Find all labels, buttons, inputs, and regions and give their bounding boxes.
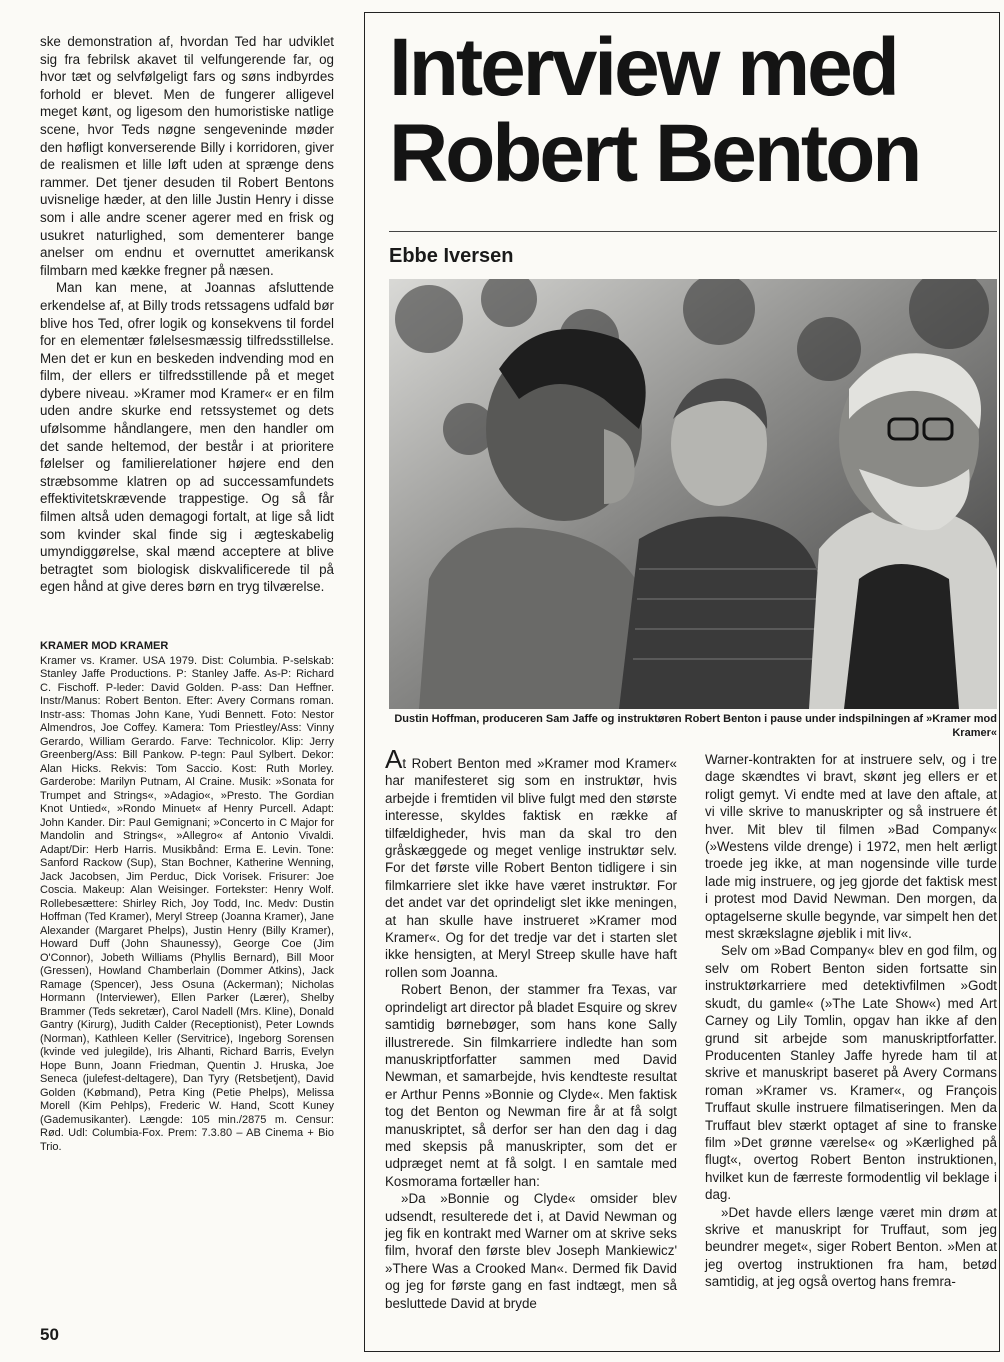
- headline-line-1: Interview med: [389, 22, 897, 113]
- article-headline: [389, 22, 999, 199]
- photo-caption: Dustin Hoffman, produceren Sam Jaffe og instruktøren Robert Benton i pause under indspilningen af »Kramer mod Kramer«: [394, 713, 997, 739]
- credits-title: KRAMER MOD KRAMER: [40, 640, 169, 652]
- article-author: Ebbe Iversen: [389, 245, 514, 267]
- credits-text: Kramer vs. Kramer. USA 1979. Dist: Columbia. P-selskab: Stanley Jaffe Productions. P: Stanley Jaffe. As-P: Richard C. Fischoff. P-leder: David Golden. P-ass: Dan Heffner. Instr/Manus: Robert Benton. Efter: Avery Cormans roman. Instr-ass: Thomas John Kane, Yudi Bennett. Foto: Nestor Almendros, Joe Coffey. Kamera: Tom Priestley/Ass: Vinny Gerardo, William Gerardo. Farve: Technicolor. Klip: Jerry Greenberg/Ass: Bill Pankow. P-tegn: Paul Sylbert. Dekor: Alan Hicks. Rekvis: Tom Saccio. Kost: Ruth Morley. Garderobe: Marilyn Putnam, Al Craine. Musik: »Sonata for Trumpet and Strings«, »Adagio«, »Presto. The Gordian Knot Untied«, »Rondo Minuet« af Henry Purcell. Adapt: John Kander. Dir: Paul Gemignani; »Concerto in C Major for Mandolin and Strings«, »Allegro« af Antonio Vivaldi. Adapt/Dir: Herb Harris. Musikbånd: Erma E. Levin. Tone: Sanford Rackow (Sup), Stan Bochner, Katherine Wenning, Jack Jacobsen, Jim Perduc, Dick Vorisek. Frisurer: Joe Coscia. Makeup: Alan Weisinger. Fortekster: Henry Wolf. Rollebesættere: Shirley Rich, Joy Todd, Inc. Medv: Dustin Hoffman (Ted Kramer), Meryl Streep (Joanna Kramer), Jane Alexander (Margaret Phelps), Justin Henry (Billy Kramer), Howard Duff (John Shaunessy), George Coe (Jim O'Connor), Jobeth Williams (Phyllis Bernard), Bill Moor (Gressen), Howland Chamberlain (Dommer Atkins), Jack Ramage (Spencer), Jess Osuna (Ackerman); Nicholas Hormann (Interviewer), Ellen Parker (Lærer), Shelby Brammer (Teds sekretær), Carol Nadell (Mrs. Kline), Donald Gantry (Kirurg), Judith Calder (Receptionist), Peter Lownds (Norman), Kathleen Keller (Servitrice), Ingeborg Sorensen (kvinde ved julegilde), Iris Alhanti, Richard Barris, Evelyn Hope Bunn, Joann Friedman, Quentin J. Hruska, Joe Seneca (julefest-deltagere), Dan Tyry (Retsbetjent), David Golden (Købmand), Petra King (Petie Phelps), Melissa Morell (Kim Pehlps), Frederic W. Hand, Scott Kuney (Gademusikanter). Længde: 105 min./2875 m. Censur: Rød. Udl: Columbia-Fox. Prem: 7.3.80 – AB Cinema + Bio Trio.: [40, 654, 334, 1153]
- article-paragraph: »Da »Bonnie og Clyde« omsider blev udsendt, resulterede det i, at David Newman og jeg fik en kontrakt med Warner om at skrive seks film, hvoraf den første blev Joseph Mankiewicz' »There Was a Crooked Man«. Dermed fik David og jeg for første gang en fast indtægt, men så besluttede David at bryde: [385, 1191, 677, 1311]
- article-photo: [389, 279, 997, 709]
- article-paragraph: Robert Benon, der stammer fra Texas, var oprindeligt art director på bladet Esquire og skrev samtidig børnebøger, som hans kone Sally illustrerede. Sin filmkarriere indledte han som manuskriptforfatter sammen med David Newman, et samarbejde, hvis kendteste resultat er Arthur Penns »Bonnie og Clyde«. Men faktisk tog det Benton og Newman fire år at få solgt manuskriptet, så derfor ser han den dag i dag med skepsis på manuskripter, som det er udpræget nemt at få solgt. I en samtale med Kosmorama fortæller han:: [385, 982, 677, 1189]
- review-paragraph: ske demonstration af, hvordan Ted har udviklet sig fra febrilsk akavet til velfungerende far, og hvor tæt og selvfølgeligt fars og søns indbyrdes forhold er blevet. Men de fungerer alligevel meget kønt, og ligesom den humoristiske natlige scene, hvor Teds nøgne sengeveninde møder den høfligt konverserende Billy i korridoren, giver de realismen et lille løft uden at sprænge dens rammer. Det tjener desuden til Robert Bentons uvisnelige hæder, at den lille Justin Henry i disse som i alle andre scener agerer med en frisk og usukret naturlighed, som dementerer bange anelser om endnu et overnuttet amerikansk filmbarn med kække fregner på næsen.: [40, 34, 334, 278]
- headline-rule: [389, 231, 997, 232]
- film-credits: [40, 640, 334, 1154]
- page-number: 50: [40, 1325, 59, 1344]
- article-column-1: [385, 744, 677, 1312]
- article-paragraph: At Robert Benton med »Kramer mod Kramer« har manifesteret sig som en instruktør, hvis arbejde i fremtiden vil blive fulgt med den største interesse, skyldes faktisk en række af tilfældigheder, hvis man da skal tro den gråskæggede og meget venlige instruktør selv. For det første ville Robert Benton tidligere i sin filmkarriere slet ikke have været instruktør. For det andet var det oprindeligt slet ikke meningen, at han skulle have instrueret »Kramer mod Kramer«. Og for det tredje var det i starten slet ikke hensigten, at Meryl Streep skulle have haft rollen som Joanna.: [385, 744, 677, 980]
- article-column-2: [705, 751, 997, 1291]
- review-column: [40, 33, 334, 596]
- article-paragraph: »Det havde ellers længe været min drøm at skrive et manuskript for Truffaut, som jeg beundrer meget«, siger Robert Benton. »Men at jeg overtog instruktionen fra ham, betød samtidig, at jeg også overtog hans fremra-: [705, 1204, 997, 1290]
- headline-line-2: Robert Benton: [389, 108, 920, 199]
- article-paragraph: Warner-kontrakten for at instruere selv, og i tre dage skændtes vi bravt, skønt jeg ellers er et roligt gemyt. Vi endte med at lave den aftale, at vi ville skrive to manuskripter og så instruere ét hver. Mit blev til filmen »Bad Company« (»Westens vilde drenge) i 1972, men helt ærligt troede jeg ikke, at man nogensinde ville turde lade mig instruere, og jeg gjorde det faktisk mest i protest mod David Newman. Den morgen, da optagelserne skulle begynde, var simpelt hen det mest skrækslagne øjeblik i mit liv«.: [705, 752, 997, 942]
- review-paragraph: Man kan mene, at Joannas afsluttende erkendelse af, at Billy trods retssagens udfald bør blive hos Ted, ofrer logik og konsekvens til fordel for en elementær følelsesmæssig tilfredsstillelse. Men det er kun en beskeden indvending mod en film, der ellers er tilfredsstillende på et meget dybere niveau. »Kramer mod Kramer« er en film uden andre skurke end retssystemet og dets ufølsomme håndlangere, men den handler om det sande heltemod, der består i at prioritere følelser og familierelationer højere end den stræbsomme klatren op ad successamfundets effektivitetskrævende trappestige. Og så får filmen altså uden demagogi fortalt, at lige så lidt som kvinder skal finde sig i ægteskabelig umyndiggørelse, skal mænd acceptere at blive betragtet som biologisk diskvalificerede til på egen hånd at give deres børn en tryg tilværelse.: [40, 280, 334, 595]
- drop-cap: A: [385, 744, 403, 774]
- article-paragraph: Selv om »Bad Company« blev en god film, og selv om Robert Benton siden fortsatte sin instruktørkarriere med detektivfilmen »Godt skudt, du gamle« (»The Late Show«) med Art Carney og Lily Tomlin, opgav han ikke af den grund sit arbejde som manuskriptforfatter. Producenten Stanley Jaffe hyrede ham til at skrive et manuskript baseret på Avery Cormans roman »Kramer vs. Kramer«, og François Truffaut skulle instruere filmatiseringen. Men da Truffaut blev stærkt optaget af sine to franske film »Det grønne værelse« og »Kærlighed på flugt«, overtog Robert Benton instruktionen, hvilket kun de færreste formodentlig vil beklage i dag.: [705, 943, 997, 1203]
- interview-article: [364, 12, 1000, 1352]
- photo-illustration: [389, 279, 997, 709]
